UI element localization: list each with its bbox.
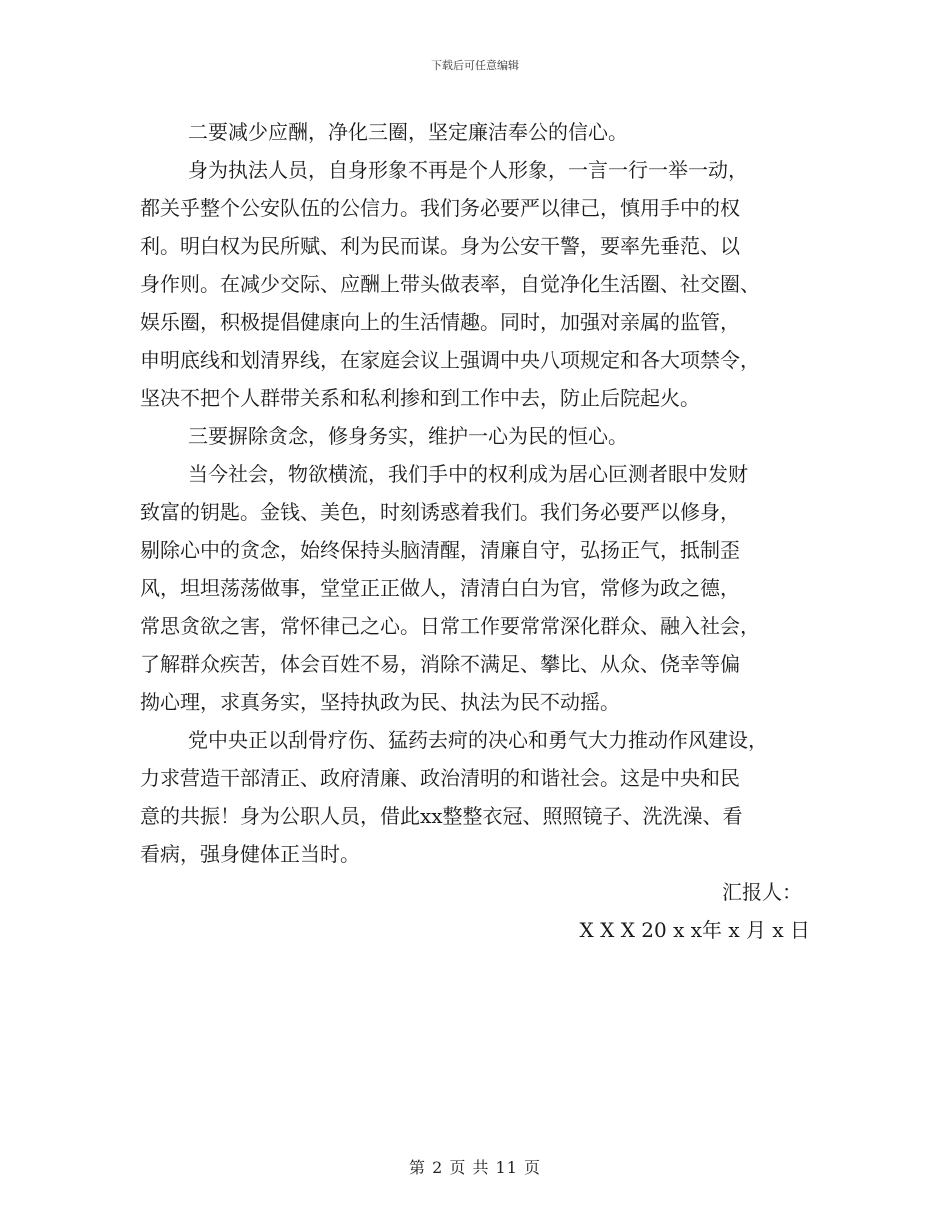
paragraph-line: 了解群众疾苦，体会百姓不易，消除不满足、攀比、从众、侥幸等偏: [140, 652, 740, 676]
paragraph-line: 剔除心中的贪念，始终保持头脑清醒，清廉自守，弘扬正气，抵制歪: [140, 538, 740, 562]
paragraph-line: 拗心理，求真务实，坚持执政为民、执法为民不动摇。: [140, 690, 620, 714]
paragraph-line: 风，坦坦荡荡做事，堂堂正正做人，清清白白为官，常修为政之德，: [140, 576, 740, 600]
paragraph-line: 坚决不把个人群带关系和私利掺和到工作中去，防止后院起火。: [140, 386, 700, 410]
signature-date: X X X 20 x x年 x 月 x 日: [579, 918, 810, 942]
page-header: 下载后可任意编辑: [431, 59, 519, 72]
paragraph-line: 党中央正以刮骨疗伤、猛药去疴的决心和勇气大力推动作风建设，: [188, 728, 768, 752]
paragraph-line: 二要减少应酬，净化三圈，坚定廉洁奉公的信心。: [188, 120, 628, 144]
paragraph-line: 申明底线和划清界线，在家庭会议上强调中央八项规定和各大项禁令，: [140, 348, 760, 372]
paragraph-line: 娱乐圈，积极提倡健康向上的生活情趣。同时，加强对亲属的监管，: [140, 310, 740, 334]
paragraph-line: 身作则。在减少交际、应酬上带头做表率，自觉净化生活圈、社交圈、: [140, 272, 760, 296]
paragraph-line: 意的共振！身为公职人员，借此xx整整衣冠、照照镜子、洗洗澡、看: [140, 804, 743, 828]
paragraph-line: 都关乎整个公安队伍的公信力。我们务必要严以律己，慎用手中的权: [140, 196, 740, 220]
paragraph-line: 身为执法人员，自身形象不再是个人形象，一言一行一举一动，: [188, 158, 748, 182]
paragraph-line: 常思贪欲之害，常怀律己之心。日常工作要常常深化群众、融入社会，: [140, 614, 760, 638]
paragraph-line: 三要摒除贪念，修身务实，维护一心为民的恒心。: [188, 424, 628, 448]
reporter-label: 汇报人：: [722, 880, 802, 904]
paragraph-line: 看病，强身健体正当时。: [140, 842, 360, 866]
paragraph-line: 力求营造干部清正、政府清廉、政治清明的和谐社会。这是中央和民: [140, 766, 740, 790]
paragraph-line: 当今社会，物欲横流，我们手中的权利成为居心叵测者眼中发财: [188, 462, 748, 486]
document-body: [140, 113, 810, 949]
paragraph-line: 利。明白权为民所赋、利为民而谋。身为公安干警，要率先垂范、以: [140, 234, 740, 258]
paragraph-line: 致富的钥匙。金钱、美色，时刻诱惑着我们。我们务必要严以修身，: [140, 500, 740, 524]
page-number: 第 2 页 共 11 页: [409, 1158, 541, 1177]
